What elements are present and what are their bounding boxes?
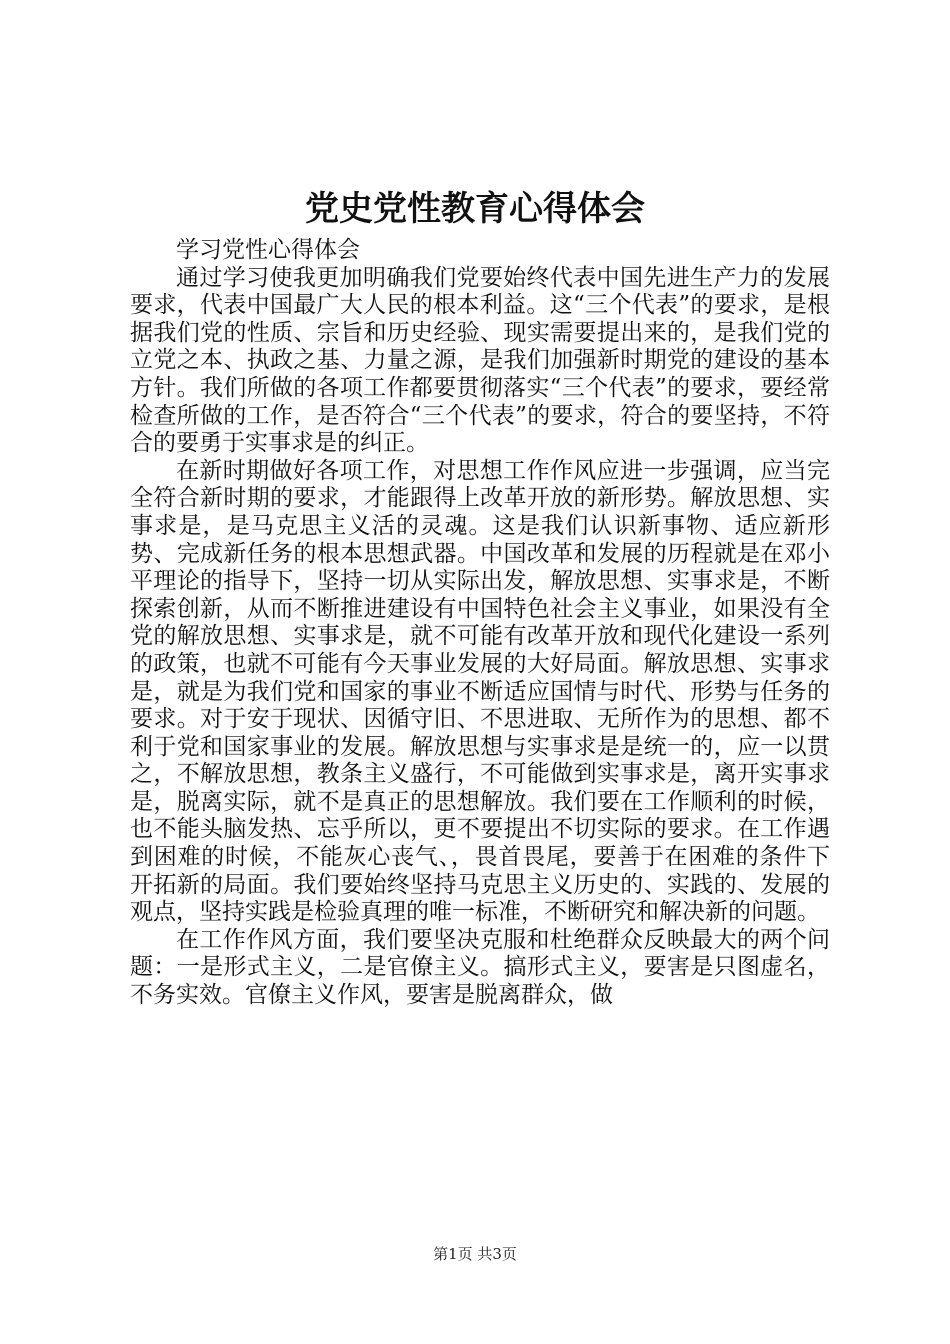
paragraph-2: 在新时期做好各项工作，对思想工作作风应进一步强调，应当完全符合新时期的要求，才能跟得上改革开放的新形势。解放思想、实事求是，是马克思主义活的灵魂。这是我们认识新事物、适应新形势、完成新任务的根本思想武器。中国改革和发展的历程就是在邓小平理论的指导下，坚持一切从实际出发，解放思想、实事求是，不断探索创新，从而不断推进建设有中国特色社会主义事业，如果没有全党的解放思想、实事求是，就不可能有改革开放和现代化建设一系列的政策，也就不可能有今天事业发展的大好局面。解放思想、实事求是，就是为我们党和国家的事业不断适应国情与时代、形势与任务的要求。对于安于现状、因循守旧、不思进取、无所作为的思想、都不利于党和国家事业的发展。解放思想与实事求是是统一的，应一以贯之，不解放思想，教条主义盛行，不可能做到实事求是，离开实事求是，脱离实际，就不是真正的思想解放。我们要在工作顺利的时候，也不能头脑发热、忘乎所以，更不要提出不切实际的要求。在工作遇到困难的时候，不能灰心丧气、，畏首畏尾，要善于在困难的条件下开拓新的局面。我们要始终坚持马克思主义历史的、实践的、发展的观点，坚持实践是检验真理的唯一标准，不断研究和解决新的问题。 <box>130 457 830 926</box>
document-subheading: 学习党性心得体会 <box>176 237 360 263</box>
page-footer: 第1页 共3页 <box>433 1245 517 1263</box>
document-title: 党史党性教育心得体会 <box>305 189 645 229</box>
paragraph-1: 通过学习使我更加明确我们党要始终代表中国先进生产力的发展要求，代表中国最广大人民的根本利益。这“三个代表”的要求，是根据我们党的性质、宗旨和历史经验、现实需要提出来的，是我们党的立党之本、执政之基、力量之源，是我们加强新时期党的建设的基本方针。我们所做的各项工作都要贯彻落实“三个代表”的要求，要经常检查所做的工作，是否符合“三个代表”的要求，符合的要坚持，不符合的要勇于实事求是的纠正。 <box>130 264 830 457</box>
document-body <box>130 237 830 1010</box>
paragraph-3: 在工作作风方面，我们要坚决克服和杜绝群众反映最大的两个问题：一是形式主义，二是官僚主义。搞形式主义，要害是只图虚名，不务实效。官僚主义作风，要害是脱离群众，做 <box>130 926 830 1009</box>
